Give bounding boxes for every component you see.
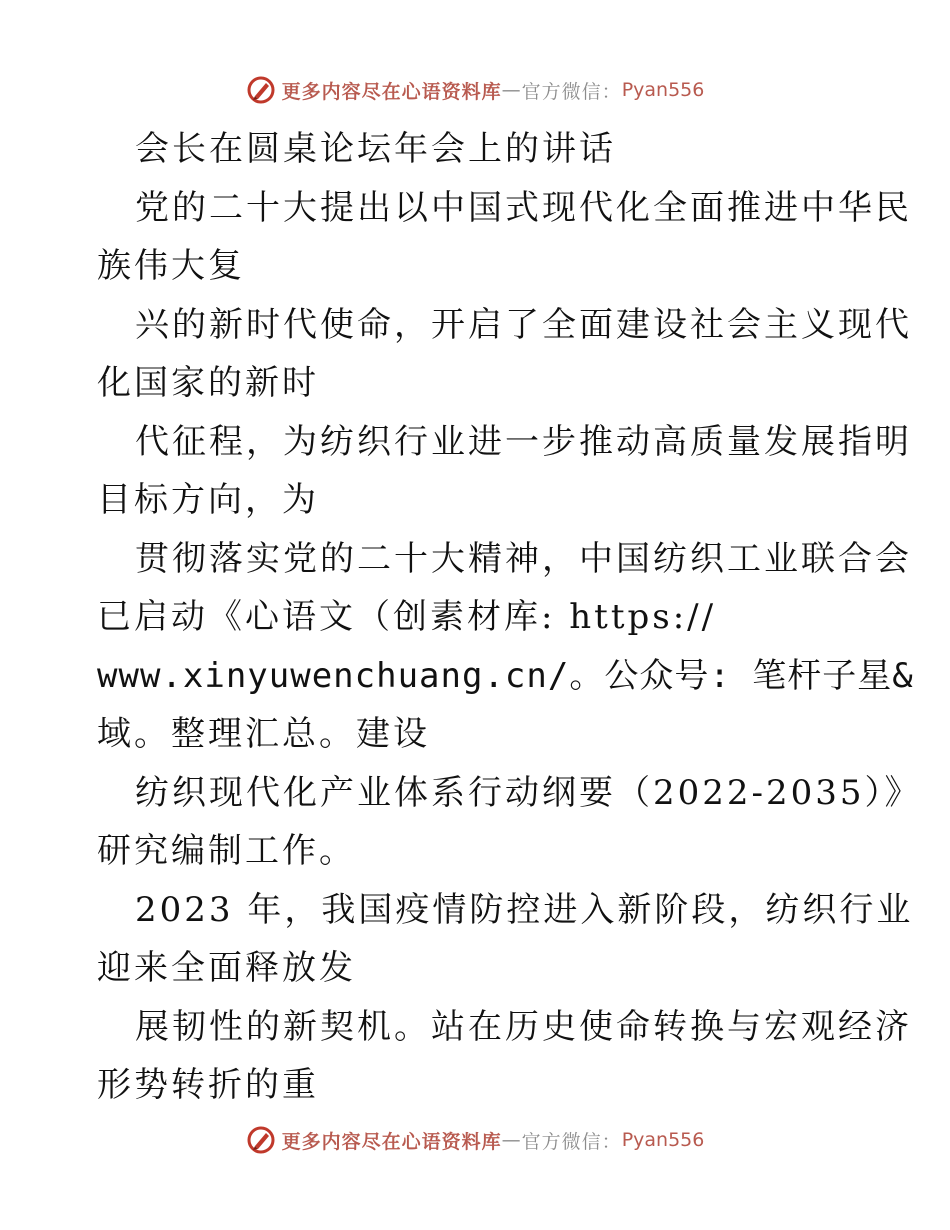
paragraph-line: 目标方向，为 xyxy=(97,480,319,520)
pen-logo-icon xyxy=(246,75,276,105)
paragraph-line-url: www.xinyuwenchuang.cn/。公众号: 笔杆子星& xyxy=(97,655,914,696)
paragraph-line: 纺织现代化产业体系行动纲要（2022-2035）》 xyxy=(135,772,922,813)
paragraph-line: 展韧性的新契机。站在历史使命转换与宏观经济 xyxy=(135,1006,912,1047)
paragraph-line: 族伟大复 xyxy=(97,246,245,286)
watermark-separator: — xyxy=(501,1129,522,1151)
paragraph-line: 兴的新时代使命，开启了全面建设社会主义现代 xyxy=(135,304,912,345)
watermark-brand: 更多内容尽在心语资料库 xyxy=(281,80,502,103)
watermark-brand: 更多内容尽在心语资料库 xyxy=(281,1130,502,1153)
watermark-code: Pyan556 xyxy=(621,1129,705,1151)
pen-logo-icon xyxy=(246,1125,276,1155)
paragraph-line: 形势转折的重 xyxy=(97,1065,319,1105)
document-title: 会长在圆桌论坛年会上的讲话 xyxy=(135,129,616,169)
paragraph-line: 化国家的新时 xyxy=(97,363,319,403)
header-watermark xyxy=(0,70,950,110)
watermark-separator: — xyxy=(501,79,522,101)
paragraph-line: 已启动《心语文（创素材库: https:// xyxy=(97,597,717,637)
paragraph-line: 迎来全面释放发 xyxy=(97,948,356,988)
paragraph-line: 贯彻落实党的二十大精神，中国纺织工业联合会 xyxy=(135,538,912,579)
paragraph-line: 域。整理汇总。建设 xyxy=(97,714,430,754)
paragraph-line: 党的二十大提出以中国式现代化全面推进中华民 xyxy=(135,187,912,228)
paragraph-line: 2023 年，我国疫情防控进入新阶段，纺织行业 xyxy=(135,889,914,930)
watermark-code: Pyan556 xyxy=(621,79,705,101)
watermark-label: 官方微信： xyxy=(521,1130,622,1153)
paragraph-line: 研究编制工作。 xyxy=(97,831,356,871)
watermark-label: 官方微信： xyxy=(521,80,622,103)
footer-watermark xyxy=(0,1120,950,1160)
document-body xyxy=(97,120,922,1115)
paragraph-line: 代征程，为纺织行业进一步推动高质量发展指明 xyxy=(135,421,912,462)
